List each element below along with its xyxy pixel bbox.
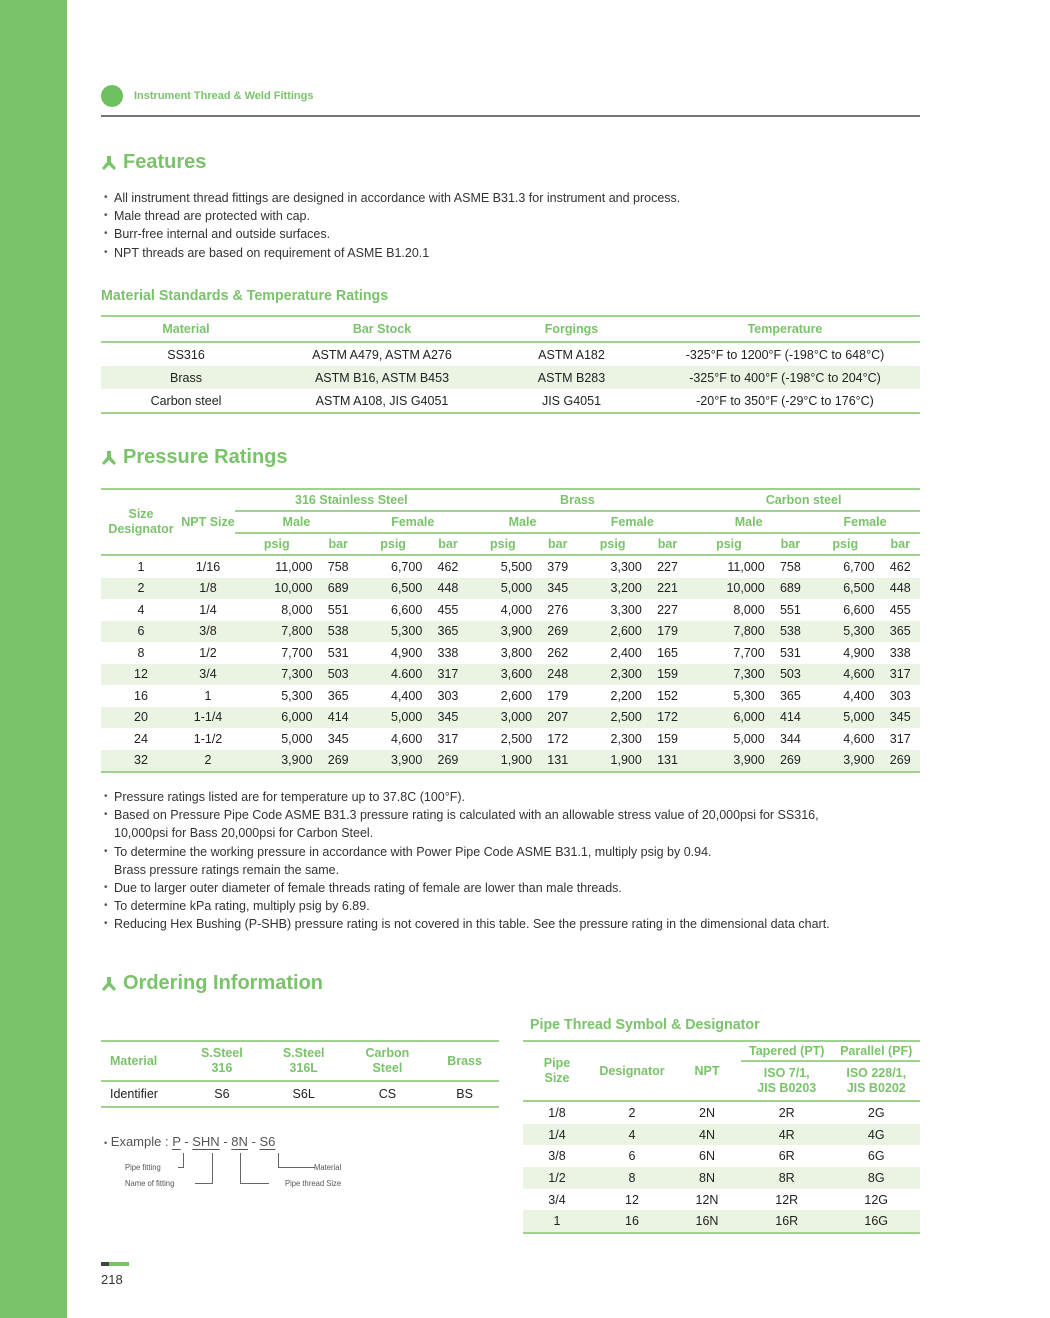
pressure-ratings-table (101, 488, 920, 773)
cell: 303 (889, 688, 911, 703)
example-part: SHN (192, 1134, 220, 1149)
cell: 6,700 (843, 559, 875, 574)
cell: 2,300 (610, 731, 642, 746)
cell: 758 (327, 559, 349, 574)
col-header: Designator (591, 1041, 673, 1101)
size-designator-header: Size Designator (108, 507, 174, 536)
col-header: NPT (673, 1041, 741, 1101)
col-header: ISO 228/1, JIS B0202 (832, 1061, 920, 1101)
unit-header: psig (577, 533, 647, 555)
cell: 7,300 (235, 664, 319, 686)
example-part: P (172, 1134, 181, 1149)
cell: -20°F to 350°F (-29°C to 176°C) (696, 393, 874, 408)
table-row (101, 750, 920, 773)
cell: 4,000 (500, 602, 533, 617)
cell: 4.600 (358, 664, 428, 686)
cell: 8N (673, 1167, 741, 1189)
cell: 3,000 (468, 707, 538, 729)
cell: 4,900 (843, 645, 875, 660)
cell: 4R (741, 1124, 832, 1146)
ordering-heading (101, 972, 323, 995)
cell: 131 (648, 750, 687, 773)
cell: 16 (134, 688, 148, 703)
cell: 32 (101, 750, 181, 773)
cell: 11,000 (275, 559, 313, 574)
cell: 2,500 (500, 731, 533, 746)
cell: 5,300 (733, 688, 765, 703)
cell: 2 (101, 578, 181, 600)
cell: 16N (673, 1210, 741, 1233)
col-header: Material (101, 316, 271, 342)
table-row (101, 599, 920, 621)
cell: 758 (779, 559, 801, 574)
col-header: S.Steel 316L (263, 1041, 345, 1081)
cell: 269 (319, 750, 358, 773)
cell: 6,000 (235, 707, 319, 729)
cell: 365 (880, 621, 920, 643)
cell: 3,900 (235, 750, 319, 773)
cell: 11,000 (727, 559, 765, 574)
cell: 531 (779, 645, 801, 660)
gender-header: Female (577, 511, 687, 533)
cell: 1/4 (199, 602, 217, 617)
cell: 3,200 (577, 578, 647, 600)
unit-header: bar (648, 533, 687, 555)
cell: 262 (547, 645, 569, 660)
table-row (523, 1124, 920, 1146)
connector-line (195, 1153, 213, 1184)
unit-header: psig (687, 533, 771, 555)
fitting-bullet-icon (101, 451, 117, 465)
cell: 2,500 (577, 707, 647, 729)
cell: 227 (657, 559, 678, 574)
cell: 689 (319, 578, 358, 600)
example-part: 8N (231, 1134, 248, 1149)
cell: ASTM B283 (493, 366, 650, 389)
table-row (523, 1145, 920, 1167)
gender-header: Female (810, 511, 920, 533)
cell: 3,900 (468, 621, 538, 643)
cell: 20 (101, 707, 181, 729)
cell: 338 (889, 645, 911, 660)
unit-header: bar (771, 533, 810, 555)
cell: 303 (437, 688, 459, 703)
unit-header: psig (810, 533, 880, 555)
cell: Carbon steel (150, 393, 222, 408)
cell: 248 (538, 664, 577, 686)
cell: 1,900 (577, 750, 647, 773)
pressure-notes (104, 788, 830, 934)
cell: 365 (327, 688, 349, 703)
cell: 317 (889, 731, 911, 746)
cell: 455 (437, 602, 459, 617)
cell: 5,000 (281, 731, 313, 746)
connector-line (278, 1153, 315, 1168)
cell: 3,900 (810, 750, 880, 773)
cell: -325°F to 400°F (-198°C to 204°C) (650, 366, 920, 389)
col-header: Pipe Size (523, 1041, 591, 1101)
cell: 538 (319, 621, 358, 643)
cell: 4 (137, 602, 145, 617)
cell: 5,500 (500, 559, 533, 574)
cell: 379 (547, 559, 569, 574)
table-row (523, 1101, 920, 1124)
cell: 227 (657, 602, 678, 617)
cell: 269 (538, 621, 577, 643)
cell: S6 (214, 1087, 230, 1101)
material-header: Carbon steel (687, 489, 920, 511)
table-row (101, 642, 920, 664)
table-row (101, 685, 920, 707)
cell: 6,600 (843, 602, 875, 617)
cell: 689 (771, 578, 810, 600)
cell: 448 (880, 578, 920, 600)
cell: CS (378, 1087, 397, 1101)
ordering-material-table (101, 1040, 499, 1108)
cell: 5,300 (281, 688, 313, 703)
cell: 1/2 (523, 1167, 591, 1189)
page-number: 218 (101, 1272, 123, 1287)
note-item: • Due to larger outer diameter of female threads rating of female are lower than male threads. (104, 879, 830, 897)
cell: 3,900 (358, 750, 428, 773)
cell: BS (456, 1087, 473, 1101)
cell: 4N (673, 1124, 741, 1146)
cell: 317 (880, 664, 920, 686)
cell: 207 (538, 707, 577, 729)
cell: 4,600 (810, 664, 880, 686)
cell: 221 (648, 578, 687, 600)
table-row (101, 555, 920, 578)
cell: 12G (864, 1192, 889, 1207)
cell: 12N (695, 1192, 719, 1207)
cell: 172 (547, 731, 569, 746)
cell: 455 (889, 602, 911, 617)
cell: 6,000 (687, 707, 771, 729)
cell: 269 (771, 750, 810, 773)
cell: 2,300 (577, 664, 647, 686)
cell: 4,400 (391, 688, 423, 703)
unit-header: bar (538, 533, 577, 555)
npt-size-header: NPT Size (181, 514, 235, 529)
cell: 12R (775, 1192, 799, 1207)
cell: 551 (779, 602, 801, 617)
cell: 152 (657, 688, 678, 703)
cell: 2,600 (500, 688, 533, 703)
feature-item: • NPT threads are based on requirement of ASME B1.20.1 (104, 244, 680, 262)
col-header: Tapered (PT) (741, 1041, 832, 1061)
cell: 269 (880, 750, 920, 773)
cell: 5,000 (468, 578, 538, 600)
label-pipe-thread-size: Pipe thread Size (285, 1178, 342, 1188)
note-item: • Reducing Hex Bushing (P-SHB) pressure rating is not covered in this table. See the pressure rating in the dimensional data chart. (104, 915, 830, 933)
cell: ASTM B16, ASTM B453 (271, 366, 493, 389)
table-row (101, 578, 920, 600)
cell: 1 (523, 1210, 591, 1233)
cell: 5,000 (358, 707, 428, 729)
col-header: S.Steel 316 (181, 1041, 263, 1081)
unit-header: psig (468, 533, 538, 555)
cell: 462 (437, 559, 459, 574)
cell: 1/16 (195, 559, 221, 574)
example-prefix: Example : (110, 1134, 169, 1149)
label-name-of-fitting: Name of fitting (125, 1178, 175, 1188)
cell: 1/2 (199, 645, 217, 660)
cell: SS316 (167, 347, 205, 362)
cell: 16G (832, 1210, 920, 1233)
cell: 462 (889, 559, 911, 574)
cell: 3,300 (610, 559, 642, 574)
cell: 5,000 (733, 731, 765, 746)
pipe-thread-table (523, 1040, 920, 1234)
gender-header: Female (358, 511, 468, 533)
example-part: S6 (259, 1134, 276, 1149)
header-dot-icon (101, 85, 123, 107)
unit-header: psig (235, 533, 319, 555)
cell: 365 (428, 621, 467, 643)
material-table-title: Material Standards & Temperature Ratings (101, 287, 389, 304)
table-row (101, 366, 920, 389)
cell: 4,600 (843, 731, 875, 746)
features-title: Features (123, 151, 207, 173)
cell: 179 (547, 688, 569, 703)
gender-header: Male (687, 511, 810, 533)
cell: 10,000 (687, 578, 771, 600)
cell: ASTM A479, ASTM A276 (312, 347, 452, 362)
col-header: Parallel (PF) (832, 1041, 920, 1061)
cell: 8G (832, 1167, 920, 1189)
table-row (101, 389, 920, 413)
cell: 1,900 (468, 750, 538, 773)
cell: 10,000 (235, 578, 319, 600)
cell: 4,600 (391, 731, 423, 746)
table-row (523, 1210, 920, 1233)
note-item-continued: Brass pressure ratings remain the same. (114, 862, 340, 877)
table-row (523, 1167, 920, 1189)
cell: 8R (741, 1167, 832, 1189)
feature-item: • Burr-free internal and outside surfaces. (104, 225, 680, 243)
feature-item: • All instrument thread fittings are designed in accordance with ASME B31.3 for instrument and process. (104, 189, 680, 207)
cell: 6N (699, 1149, 715, 1164)
cell: 1 (137, 559, 145, 574)
cell: 3/8 (548, 1149, 566, 1164)
cell: 344 (779, 731, 801, 746)
col-header: Bar Stock (271, 316, 493, 342)
cell: 165 (657, 645, 678, 660)
cell: 1/8 (181, 578, 235, 600)
cell: 8,000 (733, 602, 765, 617)
cell: 16R (741, 1210, 832, 1233)
unit-header: bar (880, 533, 920, 555)
cell: 317 (428, 664, 467, 686)
pressure-title: Pressure Ratings (123, 446, 288, 468)
cell: 2G (867, 1105, 885, 1120)
ordering-example: • Example : P - SHN - 8N - S6 (104, 1134, 276, 1149)
cell: Brass (101, 366, 271, 389)
cell: S6L (292, 1087, 315, 1101)
cell: 7,300 (687, 664, 771, 686)
cell: 5,300 (810, 621, 880, 643)
pressure-table-body (101, 555, 920, 772)
table-row (101, 621, 920, 643)
cell: 448 (428, 578, 467, 600)
cell: 6,500 (358, 578, 428, 600)
col-header: Material (101, 1041, 181, 1081)
note-item: • To determine the working pressure in accordance with Power Pipe Code ASME B31.1, multiply psig by 0.94. (104, 843, 830, 861)
cell: ASTM A182 (538, 347, 605, 362)
cell: 1 (204, 688, 212, 703)
cell: 131 (538, 750, 577, 773)
note-item-continued: 10,000psi for Bass 20,000psi for Carbon Steel. (114, 826, 374, 841)
cell: 1/4 (523, 1124, 591, 1146)
cell: 3/8 (181, 621, 235, 643)
fitting-bullet-icon (101, 977, 117, 991)
cell: 3,900 (687, 750, 771, 773)
cell: 6,600 (391, 602, 423, 617)
cell: -325°F to 1200°F (-198°C to 648°C) (685, 347, 885, 362)
cell: 276 (547, 602, 569, 617)
features-heading (101, 151, 206, 174)
cell: 7,800 (235, 621, 319, 643)
col-header: ISO 7/1, JIS B0203 (741, 1061, 832, 1101)
unit-header: psig (358, 533, 428, 555)
cell: 5,300 (358, 621, 428, 643)
cell: 2R (778, 1105, 795, 1120)
cell: 4,400 (843, 688, 875, 703)
label-pipe-fitting: Pipe fitting (125, 1162, 161, 1172)
cell: 538 (771, 621, 810, 643)
cell: 551 (327, 602, 349, 617)
note-item: • To determine kPa rating, multiply psig by 6.89. (104, 897, 830, 915)
cell: 531 (327, 645, 349, 660)
ordering-title: Ordering Information (123, 972, 323, 994)
cell: ASTM A108, JIS G4051 (315, 393, 449, 408)
header-title: Instrument Thread & Weld Fittings (134, 90, 314, 102)
material-header: 316 Stainless Steel (235, 489, 468, 511)
cell: 2N (699, 1105, 715, 1120)
unit-header: bar (319, 533, 358, 555)
cell: 12 (101, 664, 181, 686)
cell: 414 (319, 707, 358, 729)
cell: 3/4 (181, 664, 235, 686)
cell: 503 (319, 664, 358, 686)
col-header: Carbon Steel (345, 1041, 431, 1081)
cell: 179 (648, 621, 687, 643)
cell: 12 (625, 1192, 639, 1207)
cell: 414 (771, 707, 810, 729)
cell: 6 (101, 621, 181, 643)
page-header (101, 84, 920, 117)
cell: 345 (880, 707, 920, 729)
pipe-thread-title: Pipe Thread Symbol & Designator (530, 1016, 760, 1033)
green-sidebar (0, 0, 67, 1318)
cell: 2 (181, 750, 235, 773)
col-header: Temperature (650, 316, 920, 342)
cell: 5,000 (810, 707, 880, 729)
cell: 345 (428, 707, 467, 729)
feature-item: • Male thread are protected with cap. (104, 207, 680, 225)
cell: 2,200 (610, 688, 642, 703)
cell: 159 (657, 731, 678, 746)
table-row (101, 707, 920, 729)
cell: 6,500 (810, 578, 880, 600)
page-number-bar (101, 1262, 129, 1266)
cell: 16 (591, 1210, 673, 1233)
cell: 3,800 (500, 645, 533, 660)
table-row (101, 342, 920, 366)
cell: 6G (867, 1149, 885, 1164)
cell: 338 (437, 645, 459, 660)
cell: 503 (771, 664, 810, 686)
col-header: Forgings (493, 316, 650, 342)
cell: 6R (778, 1149, 795, 1164)
cell: 2,400 (610, 645, 642, 660)
cell: 269 (428, 750, 467, 773)
gender-header: Male (468, 511, 578, 533)
features-list (104, 189, 680, 262)
note-item: • Pressure ratings listed are for temperature up to 37.8C (100°F). (104, 788, 830, 806)
cell: 8 (591, 1167, 673, 1189)
unit-header: bar (428, 533, 467, 555)
cell: 345 (538, 578, 577, 600)
cell: 1-1/4 (181, 707, 235, 729)
cell: 159 (648, 664, 687, 686)
cell: 4G (832, 1124, 920, 1146)
cell: 3/4 (548, 1192, 566, 1207)
cell: 3,600 (468, 664, 538, 686)
cell: 4,900 (391, 645, 423, 660)
cell: 172 (648, 707, 687, 729)
table-row (101, 664, 920, 686)
cell: 24 (134, 731, 148, 746)
pipe-thread-table-body (523, 1101, 920, 1233)
cell: 7,700 (281, 645, 313, 660)
cell: 365 (779, 688, 801, 703)
cell: JIS G4051 (541, 393, 602, 408)
table-row (101, 1081, 499, 1107)
cell: 7,700 (733, 645, 765, 660)
material-header: Brass (468, 489, 688, 511)
fitting-bullet-icon (101, 156, 117, 170)
cell: 317 (437, 731, 459, 746)
cell: 6 (628, 1149, 636, 1164)
cell: 4 (591, 1124, 673, 1146)
cell: 7,800 (687, 621, 771, 643)
note-item: • Based on Pressure Pipe Code ASME B31.3 pressure rating is calculated with an allowable stress value of 20,000psi for SS316, (104, 806, 830, 824)
cell: 345 (327, 731, 349, 746)
cell: Identifier (110, 1087, 158, 1101)
cell: 6,700 (391, 559, 423, 574)
material-standards-table (101, 315, 920, 414)
cell: 1-1/2 (193, 731, 223, 746)
pressure-heading (101, 446, 288, 469)
cell: 8 (137, 645, 145, 660)
cell: 8,000 (281, 602, 313, 617)
connector-line (240, 1153, 269, 1184)
cell: 3,300 (610, 602, 642, 617)
gender-header: Male (235, 511, 358, 533)
table-row (523, 1189, 920, 1211)
col-header: Brass (430, 1041, 499, 1081)
table-row (101, 728, 920, 750)
cell: 2,600 (577, 621, 647, 643)
cell: 1/8 (548, 1105, 566, 1120)
cell: 2 (628, 1105, 636, 1120)
label-material: Material (314, 1162, 342, 1172)
connector-line (178, 1153, 184, 1168)
